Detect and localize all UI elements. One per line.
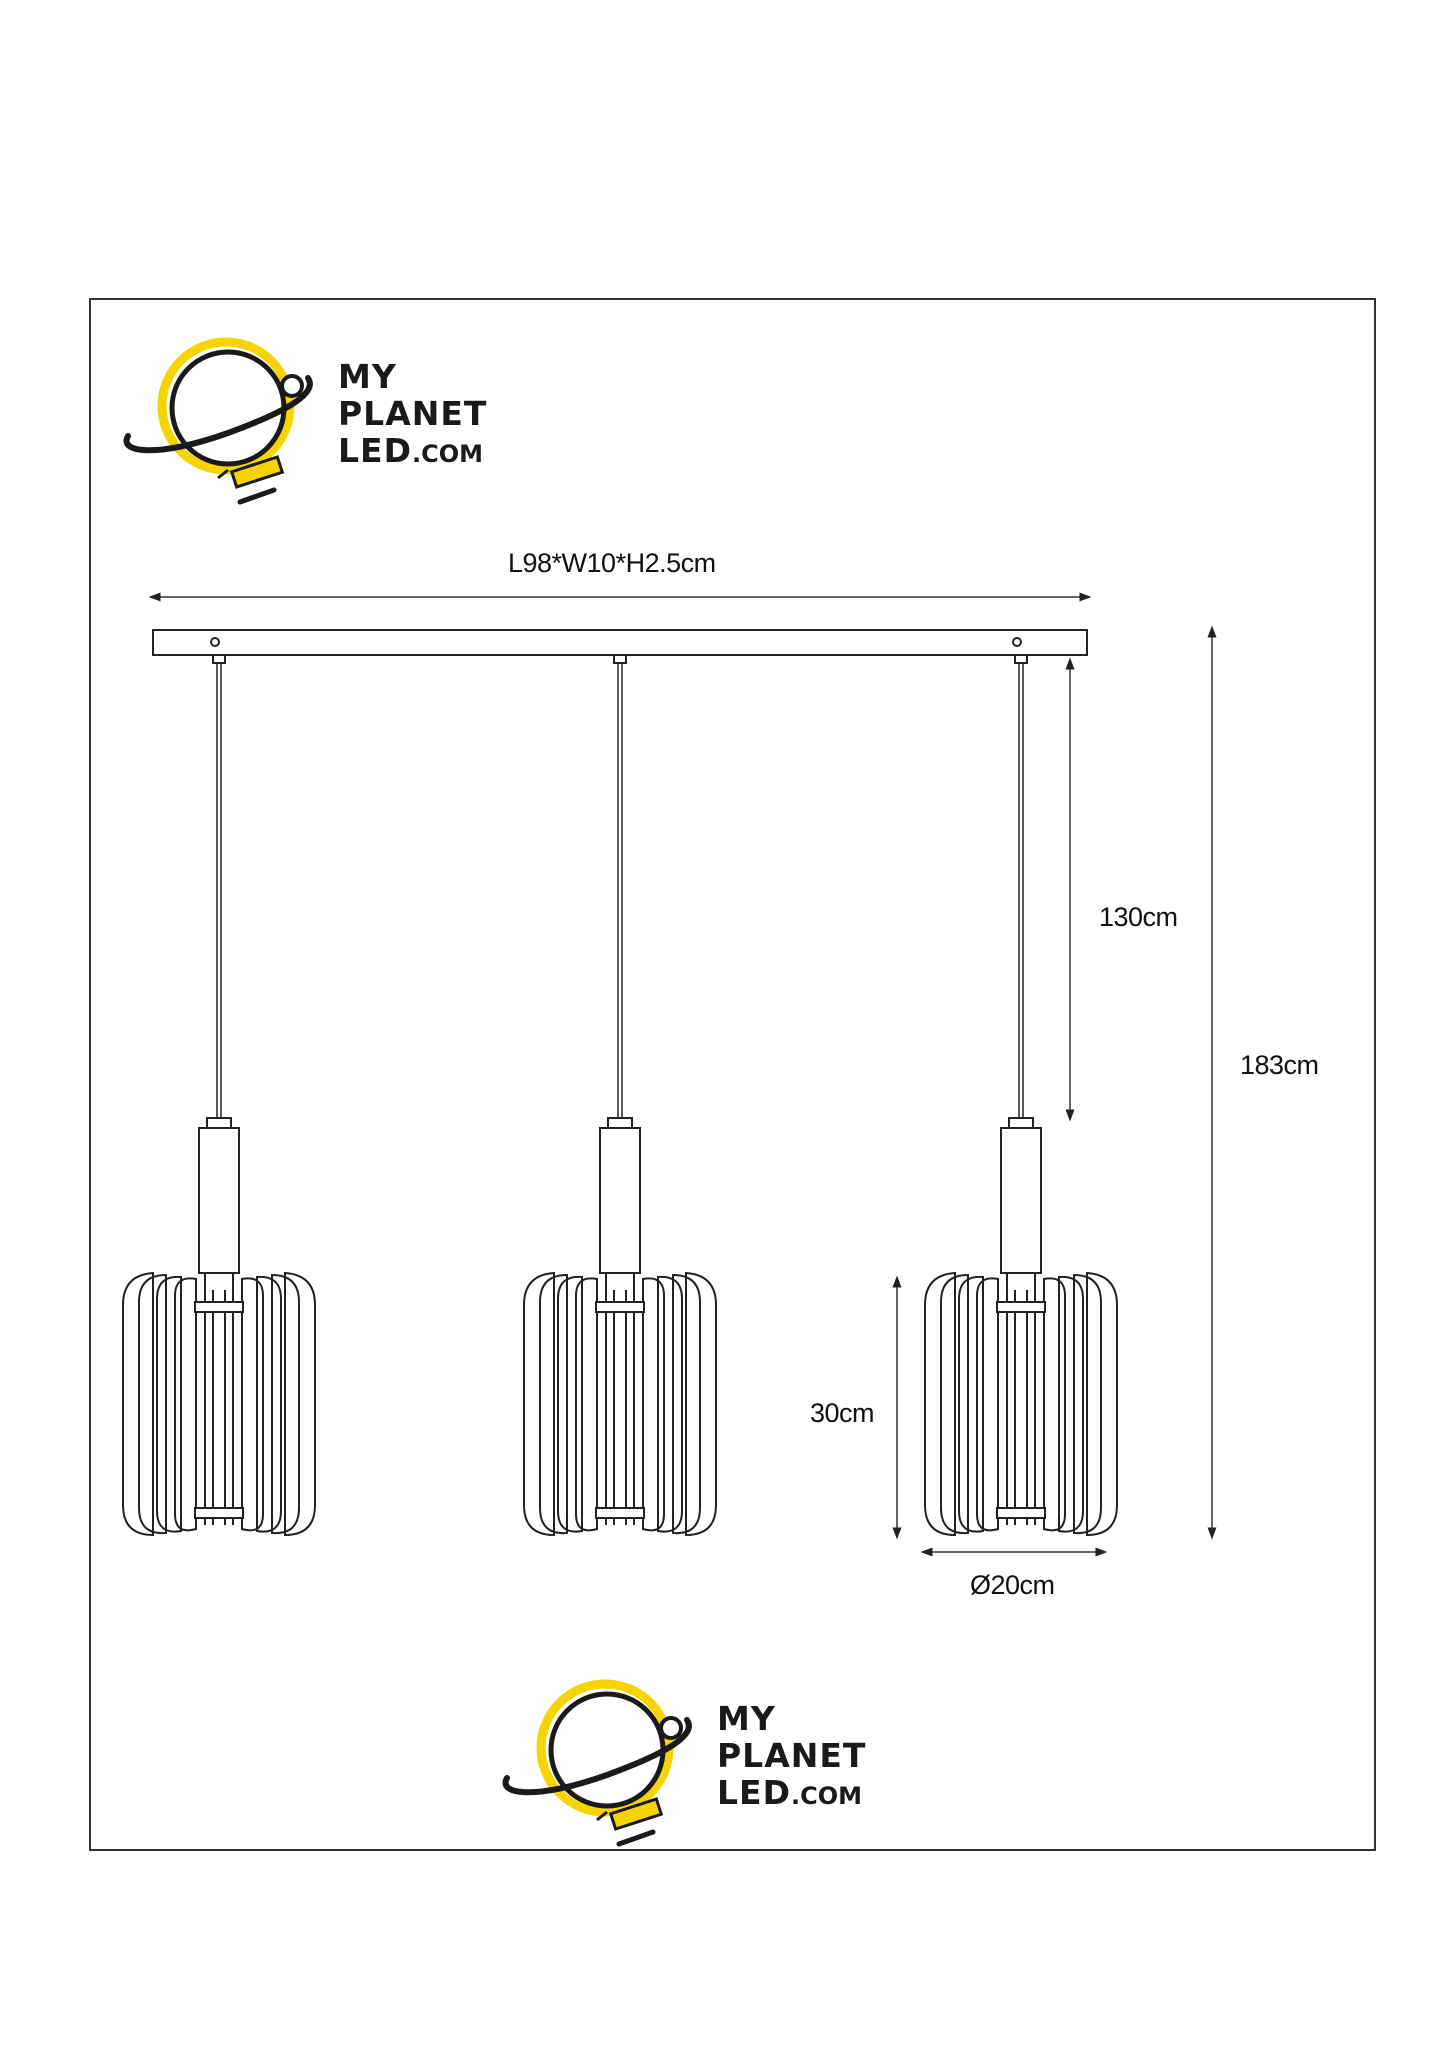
brand-line-3: LED — [717, 1773, 791, 1812]
canopy-dimension-label: L98*W10*H2.5cm — [508, 548, 716, 578]
brand-line-3: LED — [338, 431, 412, 470]
brand-line-2: PLANET — [717, 1736, 867, 1775]
brand-line-2: PLANET — [338, 394, 488, 433]
ceiling-canopy — [153, 630, 1087, 655]
brand-line-1: MY — [338, 357, 397, 396]
pendant-light — [524, 655, 716, 1535]
pendant-light — [123, 638, 315, 1535]
total-height-label: 183cm — [1240, 1050, 1319, 1080]
brand-line-3-suffix: .COM — [411, 440, 483, 468]
shade-height-label: 30cm — [810, 1398, 875, 1428]
shade-diameter-label: Ø20cm — [970, 1570, 1055, 1600]
brand-line-1: MY — [717, 1699, 776, 1738]
brand-line-3-suffix: .COM — [790, 1782, 862, 1810]
cable-length-label: 130cm — [1099, 902, 1178, 932]
pendant-light — [925, 638, 1117, 1535]
